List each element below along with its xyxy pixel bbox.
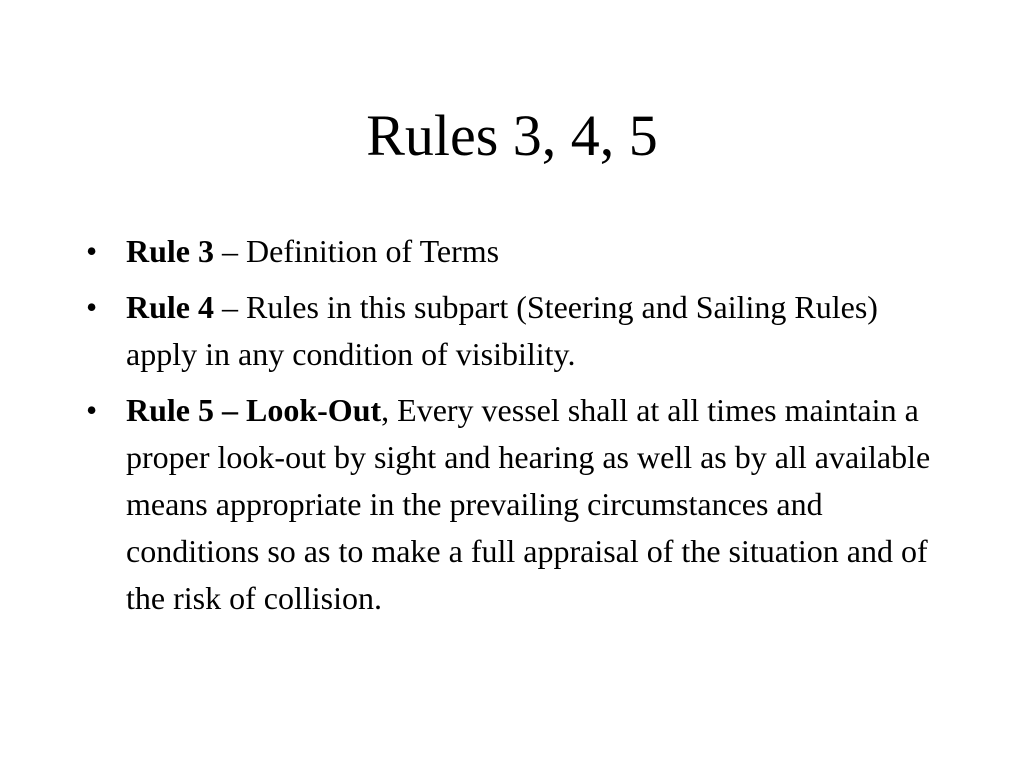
bullet-icon: • [86, 392, 98, 428]
bullet-text: – Definition of Terms [214, 233, 500, 269]
bullet-list [84, 228, 944, 631]
bullet-item-rule-5 [84, 387, 944, 622]
bullet-label: Rule 4 [126, 289, 214, 325]
bullet-label: Rule 5 – Look-Out [126, 392, 382, 428]
bullet-icon: • [86, 233, 98, 269]
slide-title: Rules 3, 4, 5 [366, 103, 658, 168]
bullet-label: Rule 3 [126, 233, 214, 269]
bullet-item-rule-3 [84, 228, 944, 275]
bullet-item-rule-4 [84, 284, 944, 378]
bullet-text: , Every vessel shall at all times maintain a proper look-out by sight and hearing as well as by all available means appropriate in the prevailing circumstances and conditions so as to make a full appraisal of the situation and of the risk of collision. [126, 392, 931, 616]
bullet-text: – Rules in this subpart (Steering and Sailing Rules) apply in any condition of visibility. [126, 289, 878, 372]
bullet-icon: • [86, 289, 98, 325]
